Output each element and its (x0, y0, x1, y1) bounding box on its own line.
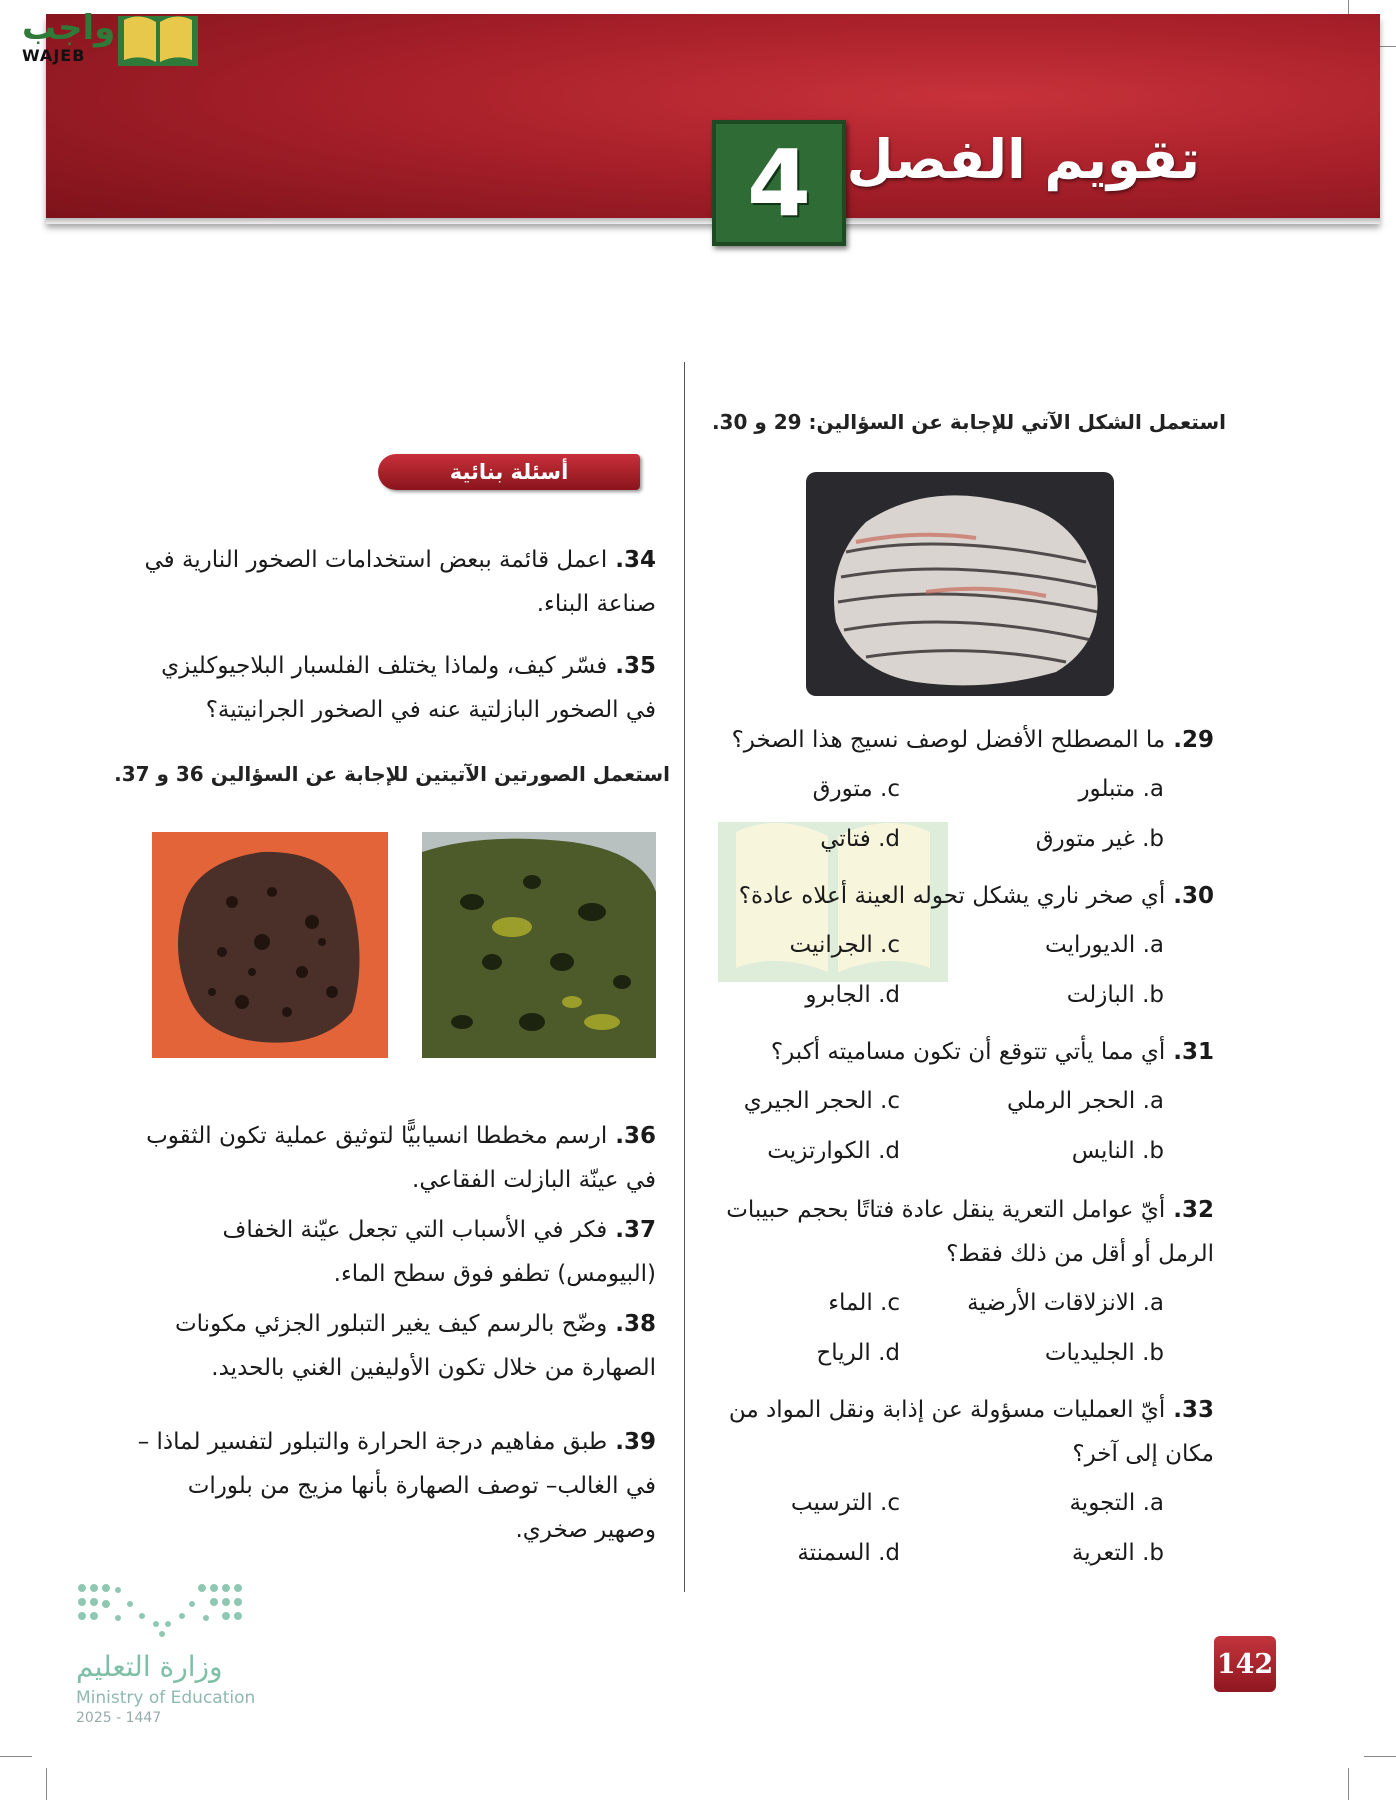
question-34 (136, 538, 656, 626)
question-number: 35. (615, 653, 656, 679)
option-a[interactable]: a. التجوية (1069, 1490, 1164, 1516)
chapter-title: تقويم الفصل (846, 128, 1200, 191)
option-c[interactable]: c. الحجر الجيري (743, 1088, 900, 1114)
question-text: أيّ العمليات مسؤولة عن إذابة ونقل المواد من مكان إلى آخر؟ (728, 1397, 1214, 1467)
question-text: فسّر كيف، ولماذا يختلف الفلسبار البلاجيوكليزي في الصخور البازلتية عنه في الصخور الجرانيتية؟ (161, 653, 656, 723)
question-35 (136, 644, 656, 732)
option-a[interactable]: a. الحجر الرملي (1006, 1088, 1164, 1114)
crop-mark (0, 1756, 32, 1757)
question-text: أيّ عوامل التعرية ينقل عادة فتاتًا بحجم حبيبات الرمل أو أقل من ذلك فقط؟ (726, 1197, 1214, 1267)
ministry-name-ar: وزارة التعليم (76, 1650, 223, 1683)
question-text: اعمل قائمة ببعض استخدامات الصخور النارية في صناعة البناء. (144, 547, 656, 617)
question-29 (654, 718, 1214, 762)
option-d[interactable]: d. السمنتة (797, 1540, 900, 1566)
option-d[interactable]: d. الرياح (816, 1340, 900, 1366)
crop-mark (1348, 1768, 1349, 1800)
question-number: 36. (615, 1123, 656, 1149)
chapter-number: 4 (746, 129, 811, 237)
question-32 (684, 1188, 1214, 1276)
section-tag-constructive-questions: أسئلة بنائية (378, 454, 640, 490)
crop-mark (46, 1768, 47, 1800)
question-text: ما المصطلح الأفضل لوصف نسيج هذا الصخر؟ (731, 727, 1166, 753)
question-number: 39. (615, 1429, 656, 1455)
question-39 (136, 1420, 656, 1552)
option-b[interactable]: b. غير متورق (1035, 826, 1164, 852)
option-b[interactable]: b. النايس (1071, 1138, 1164, 1164)
question-37 (136, 1208, 656, 1296)
question-text: أي مما يأتي تتوقع أن تكون مساميته أكبر؟ (770, 1039, 1166, 1065)
question-number: 29. (1173, 727, 1214, 753)
option-c[interactable]: c. الماء (828, 1290, 900, 1316)
book-icon (118, 10, 198, 68)
question-text: أي صخر ناري يشكل تحوله العينة أعلاه عادة؟ (738, 883, 1166, 909)
option-d[interactable]: d. فتاتي (820, 826, 900, 852)
option-d[interactable]: d. الجابرو (805, 982, 900, 1008)
option-c[interactable]: c. متورق (812, 776, 900, 802)
figure-intro-29-30: استعمل الشكل الآتي للإجابة عن السؤالين: 29 و 30. (711, 410, 1226, 434)
vesicular-basalt-photo (422, 832, 656, 1058)
page-number: 142 (1214, 1636, 1276, 1692)
option-b[interactable]: b. التعرية (1071, 1540, 1164, 1566)
question-number: 37. (615, 1217, 656, 1243)
question-text: فكر في الأسباب التي تجعل عيّنة الخفاف (البيومس) تطفو فوق سطح الماء. (222, 1217, 656, 1287)
gneiss-rock-photo (806, 472, 1114, 696)
figure-intro-36-37: استعمل الصورتين الآتيتين للإجابة عن السؤالين 36 و 37. (114, 762, 670, 786)
ministry-year: 2025 - 1447 (76, 1710, 162, 1726)
wajeb-logo (10, 4, 190, 70)
logo-text-ar: واجب (22, 8, 116, 48)
chapter-number-box (712, 120, 846, 246)
pumice-photo (152, 832, 388, 1058)
ministry-name-en: Ministry of Education (76, 1688, 256, 1708)
option-b[interactable]: b. الجليديات (1044, 1340, 1164, 1366)
question-number: 32. (1173, 1197, 1214, 1223)
question-30 (654, 874, 1214, 918)
question-36 (136, 1114, 656, 1202)
logo-text-en: WAJEB (22, 46, 86, 65)
ministry-of-education-logo (72, 1578, 272, 1728)
question-number: 38. (615, 1311, 656, 1337)
option-c[interactable]: c. الجرانيت (789, 932, 900, 958)
question-text: وضّح بالرسم كيف يغير التبلور الجزئي مكونات الصهارة من خلال تكون الأوليفين الغني بالحديد. (175, 1311, 656, 1381)
question-number: 30. (1173, 883, 1214, 909)
option-d[interactable]: d. الكوارتزيت (767, 1138, 900, 1164)
question-text: طبق مفاهيم درجة الحرارة والتبلور لتفسير لماذا –في الغالب– توصف الصهارة بأنها مزيج من بلورات وصهير صخري. (137, 1429, 656, 1543)
crop-mark (1364, 1756, 1396, 1757)
option-a[interactable]: a. الديورايت (1045, 932, 1164, 958)
option-b[interactable]: b. البازلت (1066, 982, 1164, 1008)
question-number: 33. (1173, 1397, 1214, 1423)
option-a[interactable]: a. متبلور (1078, 776, 1164, 802)
question-38 (136, 1302, 656, 1390)
question-31 (654, 1030, 1214, 1074)
question-number: 31. (1173, 1039, 1214, 1065)
option-a[interactable]: a. الانزلاقات الأرضية (967, 1290, 1164, 1316)
ministry-dots-icon (72, 1578, 252, 1640)
question-33 (684, 1388, 1214, 1476)
question-number: 34. (615, 547, 656, 573)
question-text: ارسم مخططا انسيابيًّا لتوثيق عملية تكون الثقوب في عينّة البازلت الفقاعي. (146, 1123, 656, 1193)
option-c[interactable]: c. الترسيب (790, 1490, 900, 1516)
